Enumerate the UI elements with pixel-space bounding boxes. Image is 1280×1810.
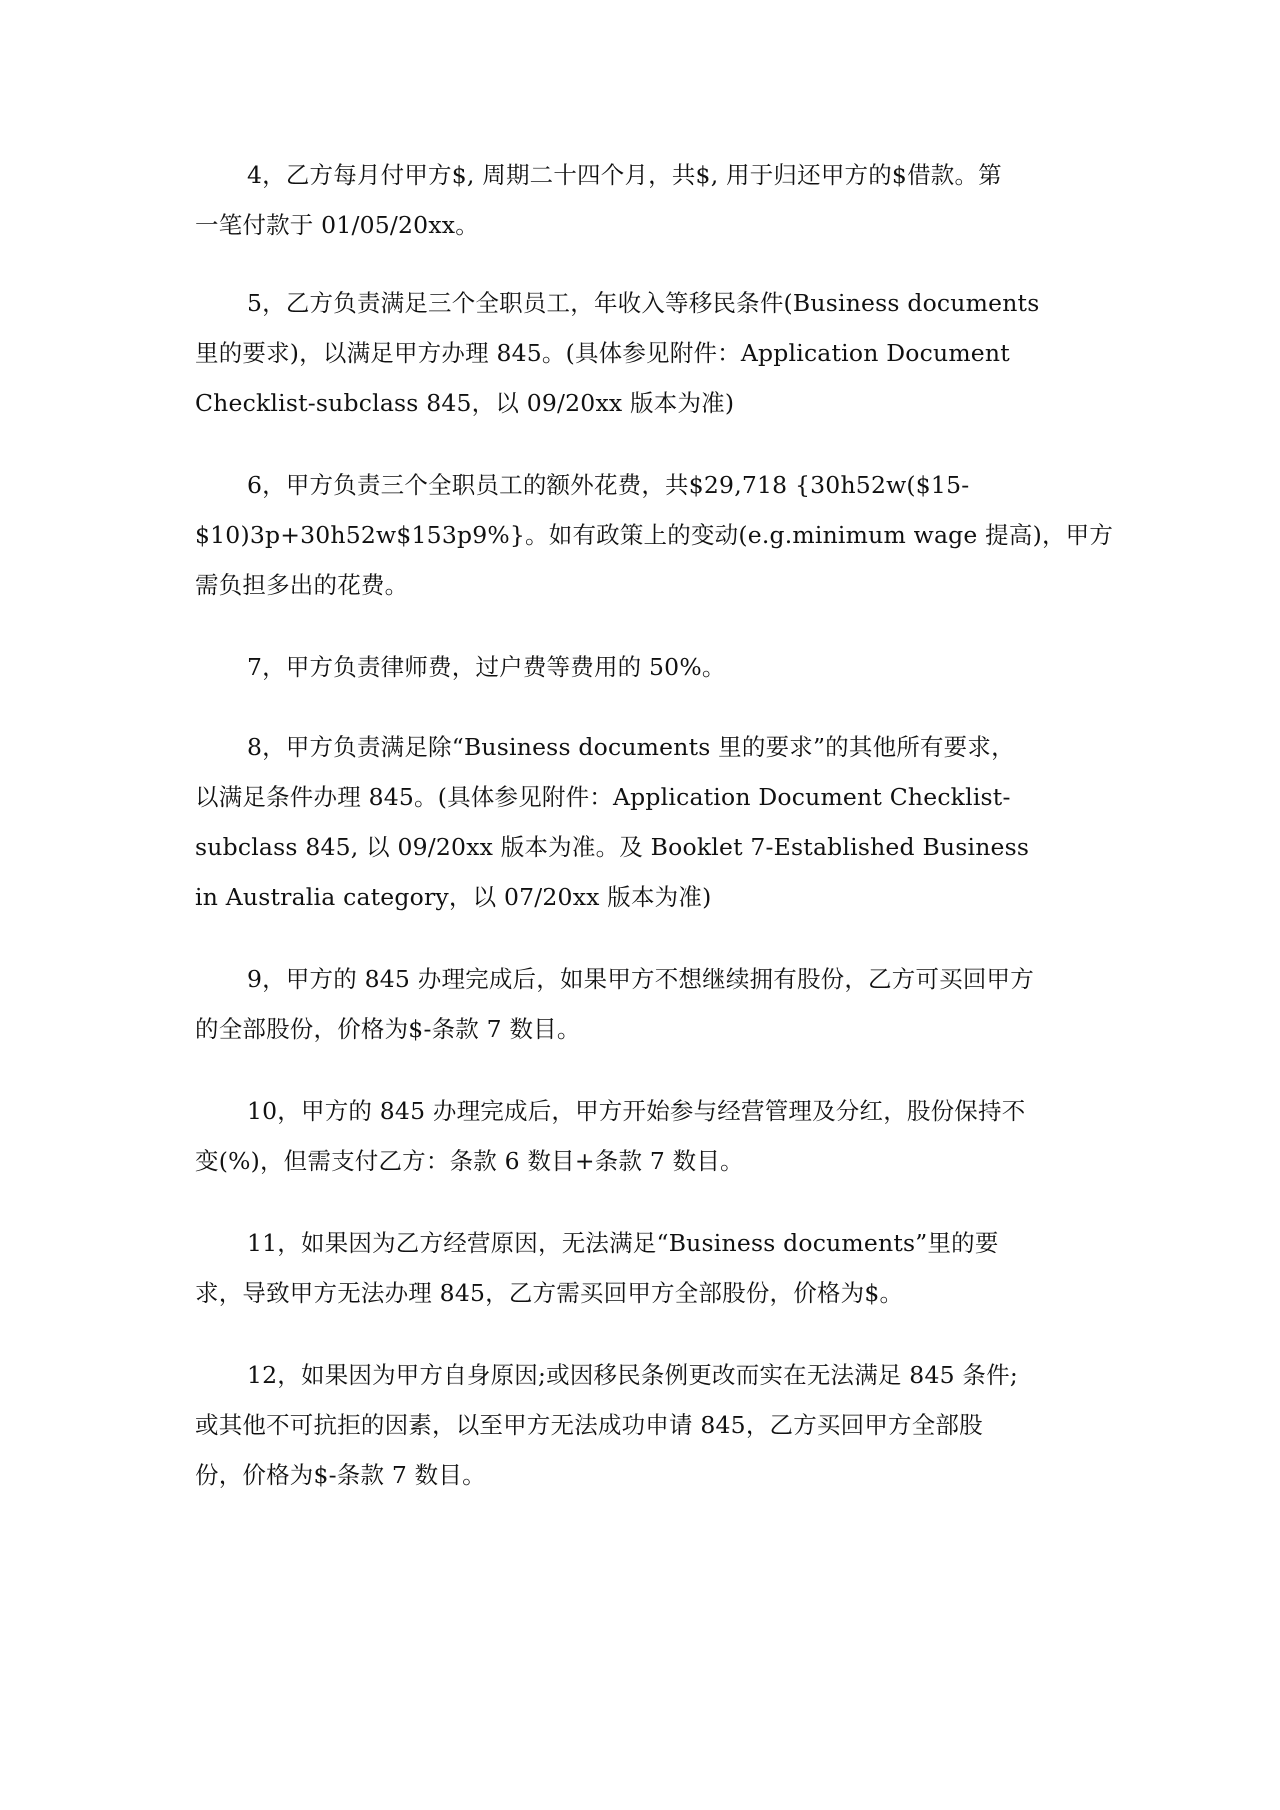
clause-9 [195, 954, 1095, 1054]
clause-line: $10)3p+30h52w$153p9%}。如有政策上的变动(e.g.minimum wage 提高)，甲方 [195, 521, 1114, 549]
clause-line: 6，甲方负责三个全职员工的额外花费，共$29,718 {30h52w($15- [247, 471, 970, 499]
clause-line: 里的要求)，以满足甲方办理 845。(具体参见附件：Application Document [195, 339, 1010, 367]
clause-line: 变(%)，但需支付乙方：条款 6 数目+条款 7 数目。 [195, 1147, 744, 1175]
clause-line: 需负担多出的花费。 [195, 571, 409, 599]
clause-8 [195, 722, 1095, 922]
clause-line: 8，甲方负责满足除“Business documents 里的要求”的其他所有要求， [247, 733, 1015, 761]
clause-line: 一笔付款于 01/05/20xx。 [195, 211, 479, 239]
clause-line: in Australia category，以 07/20xx 版本为准) [195, 883, 712, 911]
clause-10 [195, 1086, 1095, 1186]
clause-line: 10，甲方的 845 办理完成后，甲方开始参与经营管理及分红，股份保持不 [247, 1097, 1026, 1125]
clause-7 [195, 642, 1095, 692]
clause-line: 9，甲方的 845 办理完成后，如果甲方不想继续拥有股份，乙方可买回甲方 [247, 965, 1034, 993]
clause-5 [195, 278, 1095, 428]
clause-line: Checklist-subclass 845，以 09/20xx 版本为准) [195, 389, 735, 417]
clause-line: 的全部股份，价格为$-条款 7 数目。 [195, 1015, 581, 1043]
clause-4 [195, 150, 1095, 250]
clause-line: 4，乙方每月付甲方$, 周期二十四个月，共$, 用于归还甲方的$借款。第 [247, 161, 1002, 189]
clause-11 [195, 1218, 1095, 1318]
clause-line: 求，导致甲方无法办理 845，乙方需买回甲方全部股份，价格为$。 [195, 1279, 904, 1307]
clause-line: 份，价格为$-条款 7 数目。 [195, 1461, 486, 1489]
clause-line: 11，如果因为乙方经营原因，无法满足“Business documents”里的要 [247, 1229, 999, 1257]
clause-line: 以满足条件办理 845。(具体参见附件：Application Document Checklist- [195, 783, 1011, 811]
clause-line: subclass 845, 以 09/20xx 版本为准。及 Booklet 7-Established Business [195, 833, 1030, 861]
clause-12 [195, 1350, 1095, 1500]
clause-6 [195, 460, 1114, 610]
clause-line: 5，乙方负责满足三个全职员工，年收入等移民条件(Business documents [247, 289, 1040, 317]
clause-line: 7，甲方负责律师费，过户费等费用的 50%。 [247, 653, 726, 681]
clause-line: 或其他不可抗拒的因素，以至甲方无法成功申请 845，乙方买回甲方全部股 [195, 1411, 983, 1439]
clause-line: 12，如果因为甲方自身原因;或因移民条例更改而实在无法满足 845 条件; [247, 1361, 1018, 1389]
